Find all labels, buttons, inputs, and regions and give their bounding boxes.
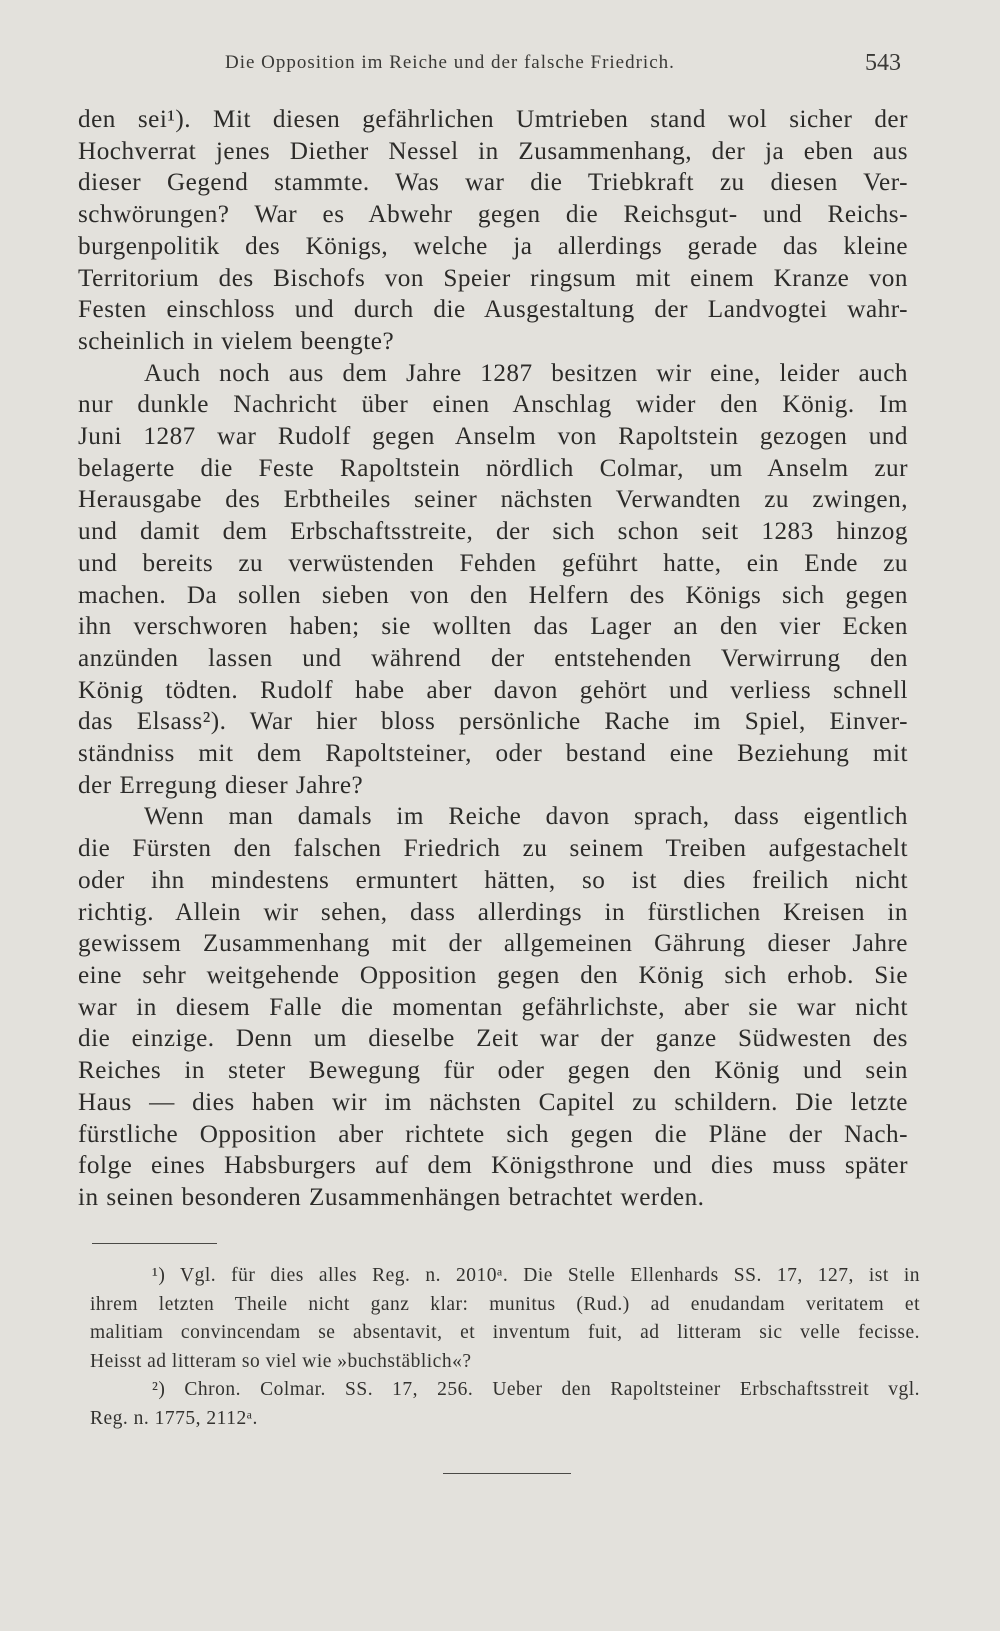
text-line: war in diesem Falle die momentan gefährlichste, aber sie war nicht [78, 993, 908, 1021]
footnote-line: ²) Chron. Colmar. SS. 17, 256. Ueber den Rapoltsteiner Erbschaftsstreit vgl. [152, 1379, 920, 1400]
text-line: den sei¹). Mit diesen gefährlichen Umtrieben stand wol sicher der [78, 106, 908, 133]
text-line: nur dunkle Nachricht über einen Anschlag wider den König. Im [78, 391, 908, 419]
text-line: Juni 1287 war Rudolf gegen Anselm von Rapoltstein gezogen und [78, 423, 908, 451]
paragraph-3 [78, 801, 908, 1213]
text-line: machen. Da sollen sieben von den Helfern des Königs sich gegen [78, 581, 908, 609]
text-line: folge eines Habsburgers auf dem Königsthrone und dies muss später [78, 1152, 908, 1180]
footnotes [90, 1262, 920, 1433]
text-line: fürstliche Opposition aber richtete sich gegen die Pläne der Nach- [78, 1120, 908, 1148]
running-title: Die Opposition im Reiche und der falsche Friedrich. [225, 52, 675, 73]
text-line: schwörungen? War es Abwehr gegen die Reichsgut- und Reichs- [78, 201, 908, 229]
main-text [78, 104, 908, 1214]
text-line: gewissem Zusammenhang mit der allgemeinen Gährung dieser Jahre [78, 930, 908, 958]
text-line: eine sehr weitgehende Opposition gegen den König sich erhob. Sie [78, 961, 908, 989]
text-line: Wenn man damals im Reiche davon sprach, dass eigentlich [144, 803, 908, 831]
text-line: das Elsass²). War hier bloss persönliche Rache im Spiel, Einver- [78, 708, 908, 736]
text-line: der Erregung dieser Jahre? [78, 771, 364, 799]
text-line: Auch noch aus dem Jahre 1287 besitzen wir eine, leider auch [144, 359, 908, 387]
text-line: und damit dem Erbschaftsstreite, der sich schon seit 1283 hinzog [78, 518, 908, 546]
text-line: dieser Gegend stammte. Was war die Triebkraft zu diesen Ver- [78, 169, 908, 197]
text-line: Territorium des Bischofs von Speier ringsum mit einem Kranze von [78, 264, 908, 292]
text-line: anzünden lassen und während der entstehenden Verwirrung den [78, 644, 908, 672]
text-line: die Fürsten den falschen Friedrich zu seinem Treiben aufgestachelt [78, 835, 908, 863]
text-line: Festen einschloss und durch die Ausgestaltung der Landvogtei wahr- [78, 296, 908, 324]
footnote-line: ihrem letzten Theile nicht ganz klar: munitus (Rud.) ad enudandam veritatem et [90, 1293, 920, 1315]
text-line: Hochverrat jenes Diether Nessel in Zusammenhang, der ja eben aus [78, 137, 908, 165]
footnote-divider [92, 1243, 217, 1244]
text-line: oder ihn mindestens ermuntert hätten, so ist dies freilich nicht [78, 866, 908, 894]
text-line: ständniss mit dem Rapoltsteiner, oder bestand eine Beziehung mit [78, 740, 908, 768]
paragraph-2 [78, 358, 908, 802]
text-line: ihn verschworen haben; sie wollten das Lager an den vier Ecken [78, 613, 908, 641]
text-line: burgenpolitik des Königs, welche ja allerdings gerade das kleine [78, 232, 908, 260]
text-line: belagerte die Feste Rapoltstein nördlich Colmar, um Anselm zur [78, 454, 908, 482]
text-line: Herausgabe des Erbtheiles seiner nächsten Verwandten zu zwingen, [78, 486, 908, 514]
footnote-line: ¹) Vgl. für dies alles Reg. n. 2010ᵃ. Die Stelle Ellenhards SS. 17, 127, ist in [152, 1265, 920, 1286]
footnote-1 [90, 1262, 920, 1376]
page-header [70, 50, 905, 80]
footnote-line: Heisst ad litteram so viel wie »buchstäblich«? [90, 1350, 472, 1372]
text-line: Haus — dies haben wir im nächsten Capitel zu schildern. Die letzte [78, 1088, 908, 1116]
text-line: Reiches in steter Bewegung für oder gegen den König und sein [78, 1057, 908, 1085]
text-line: scheinlich in vielem beengte? [78, 327, 395, 355]
text-line: richtig. Allein wir sehen, dass allerdings in fürstlichen Kreisen in [78, 898, 908, 926]
text-line: in seinen besonderen Zusammenhängen betrachtet werden. [78, 1183, 705, 1211]
footnote-line: malitiam convincendam se absentavit, et inventum fuit, ad litteram sic velle fecisse. [90, 1322, 920, 1343]
page-number: 543 [865, 50, 901, 76]
footnote-2 [90, 1376, 920, 1433]
text-line: und bereits zu verwüstenden Fehden geführt hatte, ein Ende zu [78, 549, 908, 577]
text-line: die einzige. Denn um dieselbe Zeit war der ganze Südwesten des [78, 1025, 908, 1053]
end-divider [443, 1473, 571, 1474]
footnote-line: Reg. n. 1775, 2112ᵃ. [90, 1407, 258, 1429]
paragraph-1 [78, 104, 908, 358]
text-line: König tödten. Rudolf habe aber davon gehört und verliess schnell [78, 676, 908, 704]
